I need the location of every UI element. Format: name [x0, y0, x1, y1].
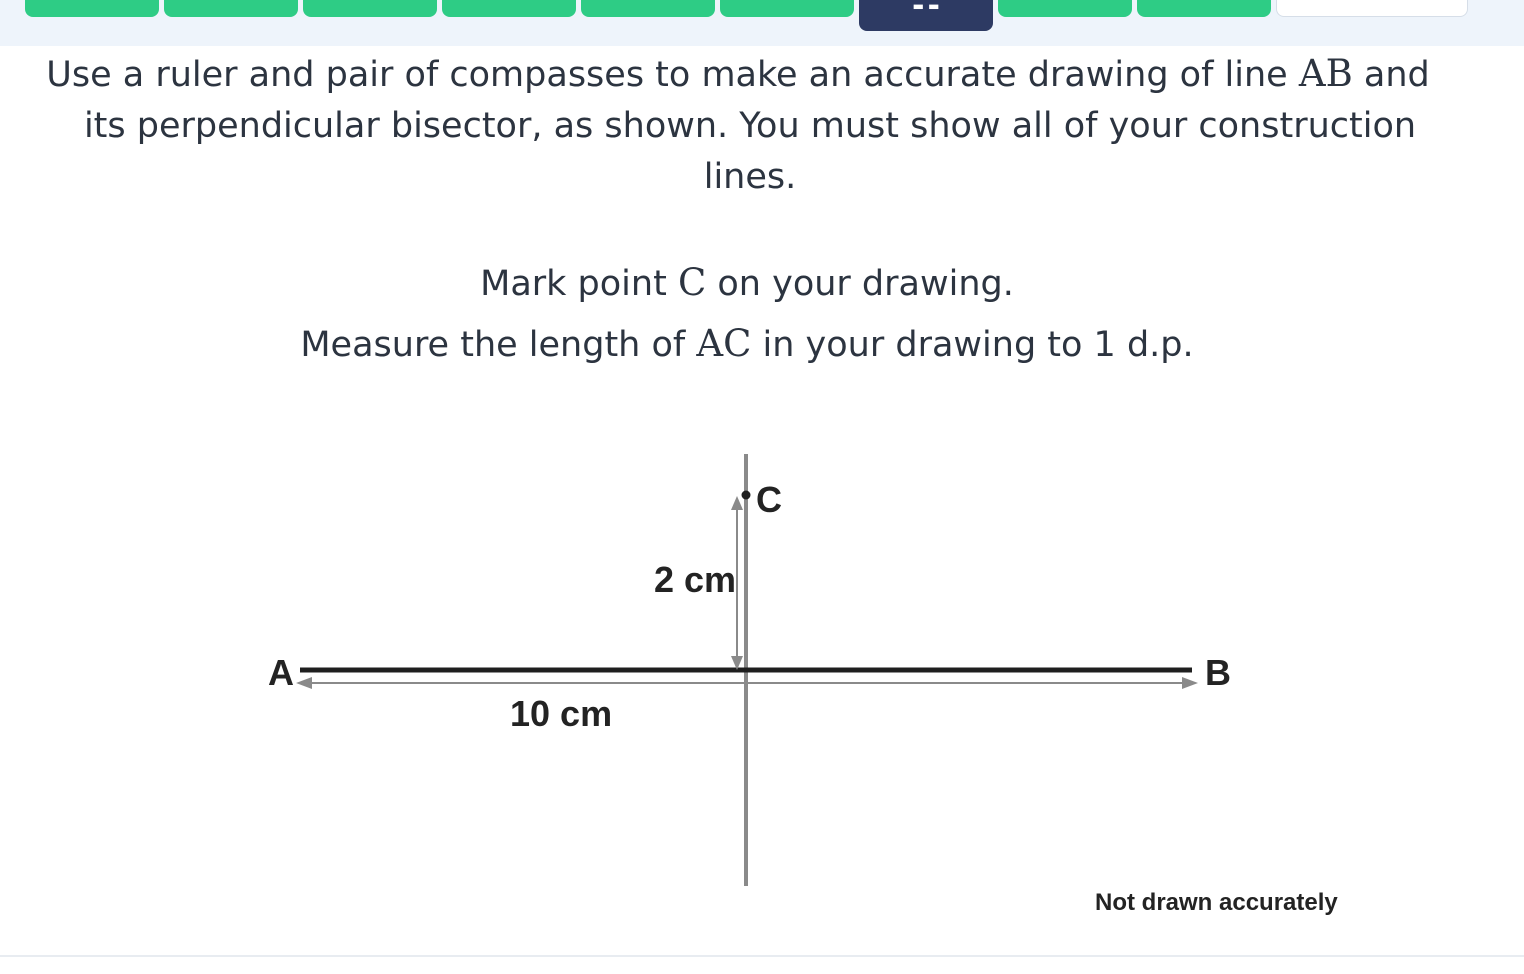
question-line-2: its perpendicular bisector, as shown. You must show all of your construction	[83, 106, 1417, 146]
current-step-indicator: ▬ ▬	[912, 0, 940, 13]
instruction-text-part: in your drawing to 1 d.p.	[751, 325, 1194, 365]
divider	[0, 955, 1524, 957]
length-label-c: 2 cm	[654, 559, 737, 600]
length-label-ab: 10 cm	[510, 693, 613, 734]
instruction-text-part: on your drawing.	[706, 264, 1014, 304]
label-a: A	[268, 652, 294, 693]
construction-diagram	[0, 440, 1524, 940]
instruction-text-part: Measure the length of	[300, 325, 697, 365]
math-c: C	[677, 261, 707, 304]
progress-step-completed[interactable]	[998, 0, 1132, 17]
progress-step-completed[interactable]	[1137, 0, 1271, 17]
progress-bar	[0, 0, 1524, 46]
label-c: C	[756, 479, 782, 520]
instructions	[0, 253, 1494, 375]
math-ab: AB	[1298, 52, 1353, 95]
not-drawn-accurately-note: Not drawn accurately	[1095, 889, 1338, 916]
measure-instruction	[0, 314, 1494, 375]
progress-step-completed[interactable]	[25, 0, 159, 17]
question-line-3: lines.	[703, 157, 797, 197]
question-text	[0, 48, 1500, 203]
progress-step-completed[interactable]	[581, 0, 715, 17]
point-c	[742, 491, 751, 500]
progress-step-completed[interactable]	[720, 0, 854, 17]
question-text-part: and	[1352, 55, 1430, 95]
progress-step-completed[interactable]	[164, 0, 298, 17]
math-ac: AC	[696, 322, 752, 365]
progress-step-completed[interactable]	[303, 0, 437, 17]
mark-instruction	[0, 253, 1494, 314]
progress-step-current[interactable]	[859, 0, 993, 31]
question-text-part: Use a ruler and pair of compasses to make an accurate drawing of line	[46, 55, 1299, 95]
progress-step-upcoming[interactable]	[1276, 0, 1468, 17]
question-line-1	[0, 48, 1500, 101]
label-b: B	[1205, 652, 1231, 693]
instruction-text-part: Mark point	[480, 264, 678, 304]
progress-step-completed[interactable]	[442, 0, 576, 17]
